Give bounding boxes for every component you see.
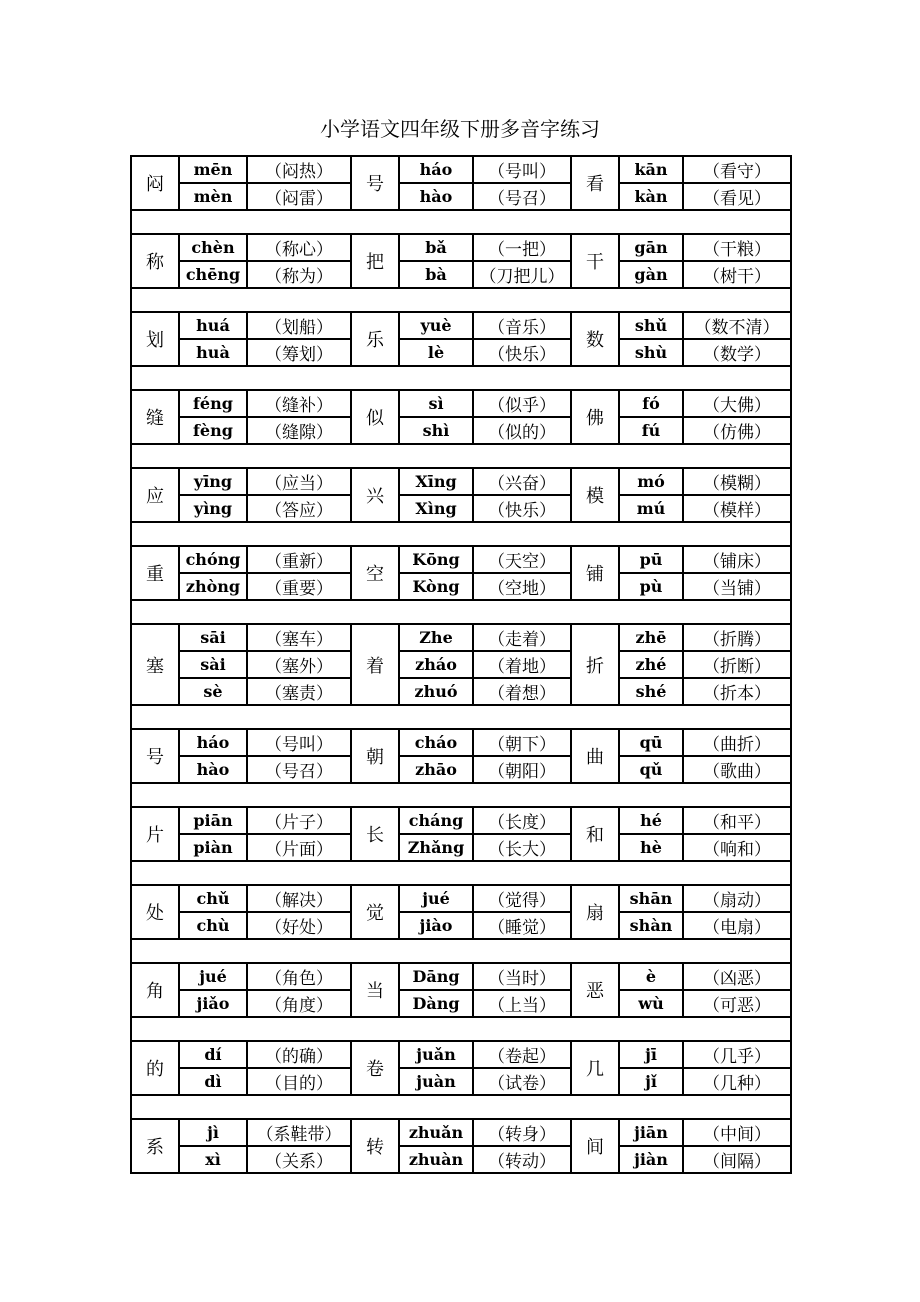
- separator-row: [131, 939, 791, 963]
- pinyin-cell: huá: [179, 312, 247, 339]
- character-cell: 扇: [571, 885, 619, 939]
- pinyin-cell: jǐ: [619, 1068, 683, 1095]
- table-row: [131, 1119, 791, 1146]
- example-word-cell: （快乐）: [473, 495, 571, 522]
- character-cell: 着: [351, 624, 399, 705]
- example-word-cell: （卷起）: [473, 1041, 571, 1068]
- example-word-cell: （似的）: [473, 417, 571, 444]
- separator-cell: [131, 288, 791, 312]
- example-word-cell: （角色）: [247, 963, 351, 990]
- pinyin-cell: zhuǎn: [399, 1119, 473, 1146]
- table-row: [131, 546, 791, 573]
- separator-cell: [131, 939, 791, 963]
- character-cell: 系: [131, 1119, 179, 1173]
- table-row: [131, 183, 791, 210]
- example-word-cell: （重新）: [247, 546, 351, 573]
- pinyin-cell: juǎn: [399, 1041, 473, 1068]
- example-word-cell: （角度）: [247, 990, 351, 1017]
- example-word-cell: （朝阳）: [473, 756, 571, 783]
- pinyin-cell: mēn: [179, 156, 247, 183]
- example-word-cell: （上当）: [473, 990, 571, 1017]
- pinyin-cell: Zhǎng: [399, 834, 473, 861]
- example-word-cell: （看见）: [683, 183, 791, 210]
- example-word-cell: （闷雷）: [247, 183, 351, 210]
- pinyin-cell: xì: [179, 1146, 247, 1173]
- character-cell: 闷: [131, 156, 179, 210]
- separator-cell: [131, 522, 791, 546]
- pinyin-cell: fèng: [179, 417, 247, 444]
- character-cell: 卷: [351, 1041, 399, 1095]
- character-cell: 兴: [351, 468, 399, 522]
- example-word-cell: （朝下）: [473, 729, 571, 756]
- example-word-cell: （塞责）: [247, 678, 351, 705]
- example-word-cell: （关系）: [247, 1146, 351, 1173]
- pinyin-cell: chù: [179, 912, 247, 939]
- separator-row: [131, 210, 791, 234]
- table-row: [131, 468, 791, 495]
- example-word-cell: （划船）: [247, 312, 351, 339]
- example-word-cell: （响和）: [683, 834, 791, 861]
- separator-cell: [131, 783, 791, 807]
- pinyin-cell: mó: [619, 468, 683, 495]
- pinyin-cell: fó: [619, 390, 683, 417]
- pinyin-cell: zháo: [399, 651, 473, 678]
- table-row: [131, 729, 791, 756]
- pinyin-cell: sāi: [179, 624, 247, 651]
- character-cell: 当: [351, 963, 399, 1017]
- example-word-cell: （数学）: [683, 339, 791, 366]
- example-word-cell: （称为）: [247, 261, 351, 288]
- pinyin-cell: piàn: [179, 834, 247, 861]
- pinyin-cell: Kōng: [399, 546, 473, 573]
- pinyin-cell: yīng: [179, 468, 247, 495]
- polyphone-table: [130, 155, 792, 1174]
- table-row: [131, 963, 791, 990]
- example-word-cell: （塞外）: [247, 651, 351, 678]
- example-word-cell: （缝隙）: [247, 417, 351, 444]
- table-row: [131, 1041, 791, 1068]
- table-row: [131, 234, 791, 261]
- character-cell: 朝: [351, 729, 399, 783]
- pinyin-cell: mèn: [179, 183, 247, 210]
- separator-cell: [131, 600, 791, 624]
- example-word-cell: （闷热）: [247, 156, 351, 183]
- pinyin-cell: zhòng: [179, 573, 247, 600]
- example-word-cell: （凶恶）: [683, 963, 791, 990]
- pinyin-cell: cháo: [399, 729, 473, 756]
- pinyin-cell: zhāo: [399, 756, 473, 783]
- example-word-cell: （似乎）: [473, 390, 571, 417]
- example-word-cell: （可恶）: [683, 990, 791, 1017]
- pinyin-cell: chèn: [179, 234, 247, 261]
- pinyin-cell: hào: [179, 756, 247, 783]
- example-word-cell: （树干）: [683, 261, 791, 288]
- example-word-cell: （仿佛）: [683, 417, 791, 444]
- example-word-cell: （解决）: [247, 885, 351, 912]
- pinyin-cell: qū: [619, 729, 683, 756]
- example-word-cell: （目的）: [247, 1068, 351, 1095]
- pinyin-cell: shàn: [619, 912, 683, 939]
- table-row: [131, 390, 791, 417]
- example-word-cell: （长大）: [473, 834, 571, 861]
- table-row: [131, 990, 791, 1017]
- table-row: [131, 261, 791, 288]
- pinyin-cell: piān: [179, 807, 247, 834]
- example-word-cell: （当时）: [473, 963, 571, 990]
- character-cell: 应: [131, 468, 179, 522]
- separator-row: [131, 861, 791, 885]
- pinyin-cell: mú: [619, 495, 683, 522]
- separator-cell: [131, 210, 791, 234]
- character-cell: 把: [351, 234, 399, 288]
- character-cell: 称: [131, 234, 179, 288]
- example-word-cell: （干粮）: [683, 234, 791, 261]
- example-word-cell: （刀把儿）: [473, 261, 571, 288]
- example-word-cell: （号叫）: [473, 156, 571, 183]
- example-word-cell: （缝补）: [247, 390, 351, 417]
- pinyin-cell: è: [619, 963, 683, 990]
- table-row: [131, 885, 791, 912]
- example-word-cell: （曲折）: [683, 729, 791, 756]
- character-cell: 角: [131, 963, 179, 1017]
- character-cell: 重: [131, 546, 179, 600]
- separator-row: [131, 1017, 791, 1041]
- table-row: [131, 573, 791, 600]
- character-cell: 看: [571, 156, 619, 210]
- example-word-cell: （号召）: [247, 756, 351, 783]
- pinyin-cell: pū: [619, 546, 683, 573]
- example-word-cell: （电扇）: [683, 912, 791, 939]
- example-word-cell: （片面）: [247, 834, 351, 861]
- pinyin-cell: zhé: [619, 651, 683, 678]
- character-cell: 间: [571, 1119, 619, 1173]
- example-word-cell: （兴奋）: [473, 468, 571, 495]
- table-row: [131, 156, 791, 183]
- table-row: [131, 417, 791, 444]
- example-word-cell: （着想）: [473, 678, 571, 705]
- example-word-cell: （转动）: [473, 1146, 571, 1173]
- example-word-cell: （号叫）: [247, 729, 351, 756]
- example-word-cell: （快乐）: [473, 339, 571, 366]
- example-word-cell: （歌曲）: [683, 756, 791, 783]
- character-cell: 塞: [131, 624, 179, 705]
- pinyin-cell: háo: [399, 156, 473, 183]
- example-word-cell: （几乎）: [683, 1041, 791, 1068]
- pinyin-cell: Zhe: [399, 624, 473, 651]
- table-row: [131, 312, 791, 339]
- example-word-cell: （折本）: [683, 678, 791, 705]
- example-word-cell: （转身）: [473, 1119, 571, 1146]
- table-row: [131, 495, 791, 522]
- pinyin-cell: shǔ: [619, 312, 683, 339]
- pinyin-cell: hè: [619, 834, 683, 861]
- table-row: [131, 756, 791, 783]
- separator-cell: [131, 366, 791, 390]
- example-word-cell: （塞车）: [247, 624, 351, 651]
- separator-row: [131, 444, 791, 468]
- separator-row: [131, 366, 791, 390]
- character-cell: 和: [571, 807, 619, 861]
- character-cell: 号: [351, 156, 399, 210]
- separator-row: [131, 1095, 791, 1119]
- example-word-cell: （扇动）: [683, 885, 791, 912]
- table-row: [131, 1068, 791, 1095]
- example-word-cell: （铺床）: [683, 546, 791, 573]
- pinyin-cell: jué: [179, 963, 247, 990]
- pinyin-cell: Kòng: [399, 573, 473, 600]
- pinyin-cell: hào: [399, 183, 473, 210]
- pinyin-cell: jiào: [399, 912, 473, 939]
- table-row: [131, 339, 791, 366]
- example-word-cell: （称心）: [247, 234, 351, 261]
- pinyin-cell: lè: [399, 339, 473, 366]
- character-cell: 处: [131, 885, 179, 939]
- character-cell: 佛: [571, 390, 619, 444]
- pinyin-cell: shì: [399, 417, 473, 444]
- separator-cell: [131, 861, 791, 885]
- pinyin-cell: Dāng: [399, 963, 473, 990]
- character-cell: 片: [131, 807, 179, 861]
- table-row: [131, 912, 791, 939]
- pinyin-cell: Xìng: [399, 495, 473, 522]
- pinyin-cell: juàn: [399, 1068, 473, 1095]
- pinyin-cell: chóng: [179, 546, 247, 573]
- pinyin-cell: jué: [399, 885, 473, 912]
- pinyin-cell: dì: [179, 1068, 247, 1095]
- pinyin-cell: hé: [619, 807, 683, 834]
- separator-cell: [131, 1017, 791, 1041]
- character-cell: 划: [131, 312, 179, 366]
- example-word-cell: （几种）: [683, 1068, 791, 1095]
- pinyin-cell: jiān: [619, 1119, 683, 1146]
- example-word-cell: （着地）: [473, 651, 571, 678]
- character-cell: 号: [131, 729, 179, 783]
- character-cell: 觉: [351, 885, 399, 939]
- example-word-cell: （号召）: [473, 183, 571, 210]
- character-cell: 模: [571, 468, 619, 522]
- separator-row: [131, 288, 791, 312]
- pinyin-cell: yìng: [179, 495, 247, 522]
- page-title: 小学语文四年级下册多音字练习: [320, 117, 600, 141]
- character-cell: 乐: [351, 312, 399, 366]
- example-word-cell: （答应）: [247, 495, 351, 522]
- separator-row: [131, 522, 791, 546]
- character-cell: 长: [351, 807, 399, 861]
- pinyin-cell: háo: [179, 729, 247, 756]
- pinyin-cell: huà: [179, 339, 247, 366]
- pinyin-cell: dí: [179, 1041, 247, 1068]
- pinyin-cell: kān: [619, 156, 683, 183]
- pinyin-cell: féng: [179, 390, 247, 417]
- pinyin-cell: zhuàn: [399, 1146, 473, 1173]
- table-row: [131, 1146, 791, 1173]
- separator-row: [131, 600, 791, 624]
- example-word-cell: （中间）: [683, 1119, 791, 1146]
- example-word-cell: （的确）: [247, 1041, 351, 1068]
- pinyin-cell: jì: [179, 1119, 247, 1146]
- pinyin-cell: gàn: [619, 261, 683, 288]
- table-row: [131, 807, 791, 834]
- character-cell: 恶: [571, 963, 619, 1017]
- example-word-cell: （应当）: [247, 468, 351, 495]
- pinyin-cell: shé: [619, 678, 683, 705]
- pinyin-cell: Xīng: [399, 468, 473, 495]
- pinyin-cell: bǎ: [399, 234, 473, 261]
- pinyin-cell: kàn: [619, 183, 683, 210]
- example-word-cell: （空地）: [473, 573, 571, 600]
- table-row: [131, 651, 791, 678]
- pinyin-cell: yuè: [399, 312, 473, 339]
- example-word-cell: （重要）: [247, 573, 351, 600]
- pinyin-cell: shān: [619, 885, 683, 912]
- character-cell: 几: [571, 1041, 619, 1095]
- pinyin-cell: gān: [619, 234, 683, 261]
- example-word-cell: （看守）: [683, 156, 791, 183]
- pinyin-cell: bà: [399, 261, 473, 288]
- example-word-cell: （系鞋带）: [247, 1119, 351, 1146]
- example-word-cell: （觉得）: [473, 885, 571, 912]
- character-cell: 干: [571, 234, 619, 288]
- separator-cell: [131, 1095, 791, 1119]
- example-word-cell: （一把）: [473, 234, 571, 261]
- example-word-cell: （当铺）: [683, 573, 791, 600]
- example-word-cell: （大佛）: [683, 390, 791, 417]
- pinyin-cell: chēng: [179, 261, 247, 288]
- character-cell: 数: [571, 312, 619, 366]
- pinyin-cell: wù: [619, 990, 683, 1017]
- example-word-cell: （好处）: [247, 912, 351, 939]
- example-word-cell: （长度）: [473, 807, 571, 834]
- pinyin-cell: fú: [619, 417, 683, 444]
- pinyin-cell: shù: [619, 339, 683, 366]
- separator-cell: [131, 444, 791, 468]
- example-word-cell: （走着）: [473, 624, 571, 651]
- character-cell: 的: [131, 1041, 179, 1095]
- pinyin-cell: chǔ: [179, 885, 247, 912]
- table-row: [131, 624, 791, 651]
- character-cell: 铺: [571, 546, 619, 600]
- character-cell: 似: [351, 390, 399, 444]
- pinyin-cell: jiǎo: [179, 990, 247, 1017]
- example-word-cell: （模样）: [683, 495, 791, 522]
- pinyin-cell: cháng: [399, 807, 473, 834]
- table-row: [131, 834, 791, 861]
- table-row: [131, 678, 791, 705]
- example-word-cell: （折断）: [683, 651, 791, 678]
- character-cell: 转: [351, 1119, 399, 1173]
- pinyin-cell: jiàn: [619, 1146, 683, 1173]
- pinyin-cell: zhuó: [399, 678, 473, 705]
- pinyin-cell: Dàng: [399, 990, 473, 1017]
- character-cell: 折: [571, 624, 619, 705]
- example-word-cell: （睡觉）: [473, 912, 571, 939]
- pinyin-cell: qǔ: [619, 756, 683, 783]
- character-cell: 曲: [571, 729, 619, 783]
- pinyin-cell: jī: [619, 1041, 683, 1068]
- example-word-cell: （片子）: [247, 807, 351, 834]
- example-word-cell: （折腾）: [683, 624, 791, 651]
- example-word-cell: （筹划）: [247, 339, 351, 366]
- example-word-cell: （数不清）: [683, 312, 791, 339]
- example-word-cell: （模糊）: [683, 468, 791, 495]
- pinyin-cell: pù: [619, 573, 683, 600]
- example-word-cell: （试卷）: [473, 1068, 571, 1095]
- separator-row: [131, 783, 791, 807]
- example-word-cell: （和平）: [683, 807, 791, 834]
- example-word-cell: （天空）: [473, 546, 571, 573]
- pinyin-cell: sè: [179, 678, 247, 705]
- separator-row: [131, 705, 791, 729]
- pinyin-cell: sài: [179, 651, 247, 678]
- character-cell: 缝: [131, 390, 179, 444]
- example-word-cell: （音乐）: [473, 312, 571, 339]
- example-word-cell: （间隔）: [683, 1146, 791, 1173]
- character-cell: 空: [351, 546, 399, 600]
- pinyin-cell: sì: [399, 390, 473, 417]
- separator-cell: [131, 705, 791, 729]
- pinyin-cell: zhē: [619, 624, 683, 651]
